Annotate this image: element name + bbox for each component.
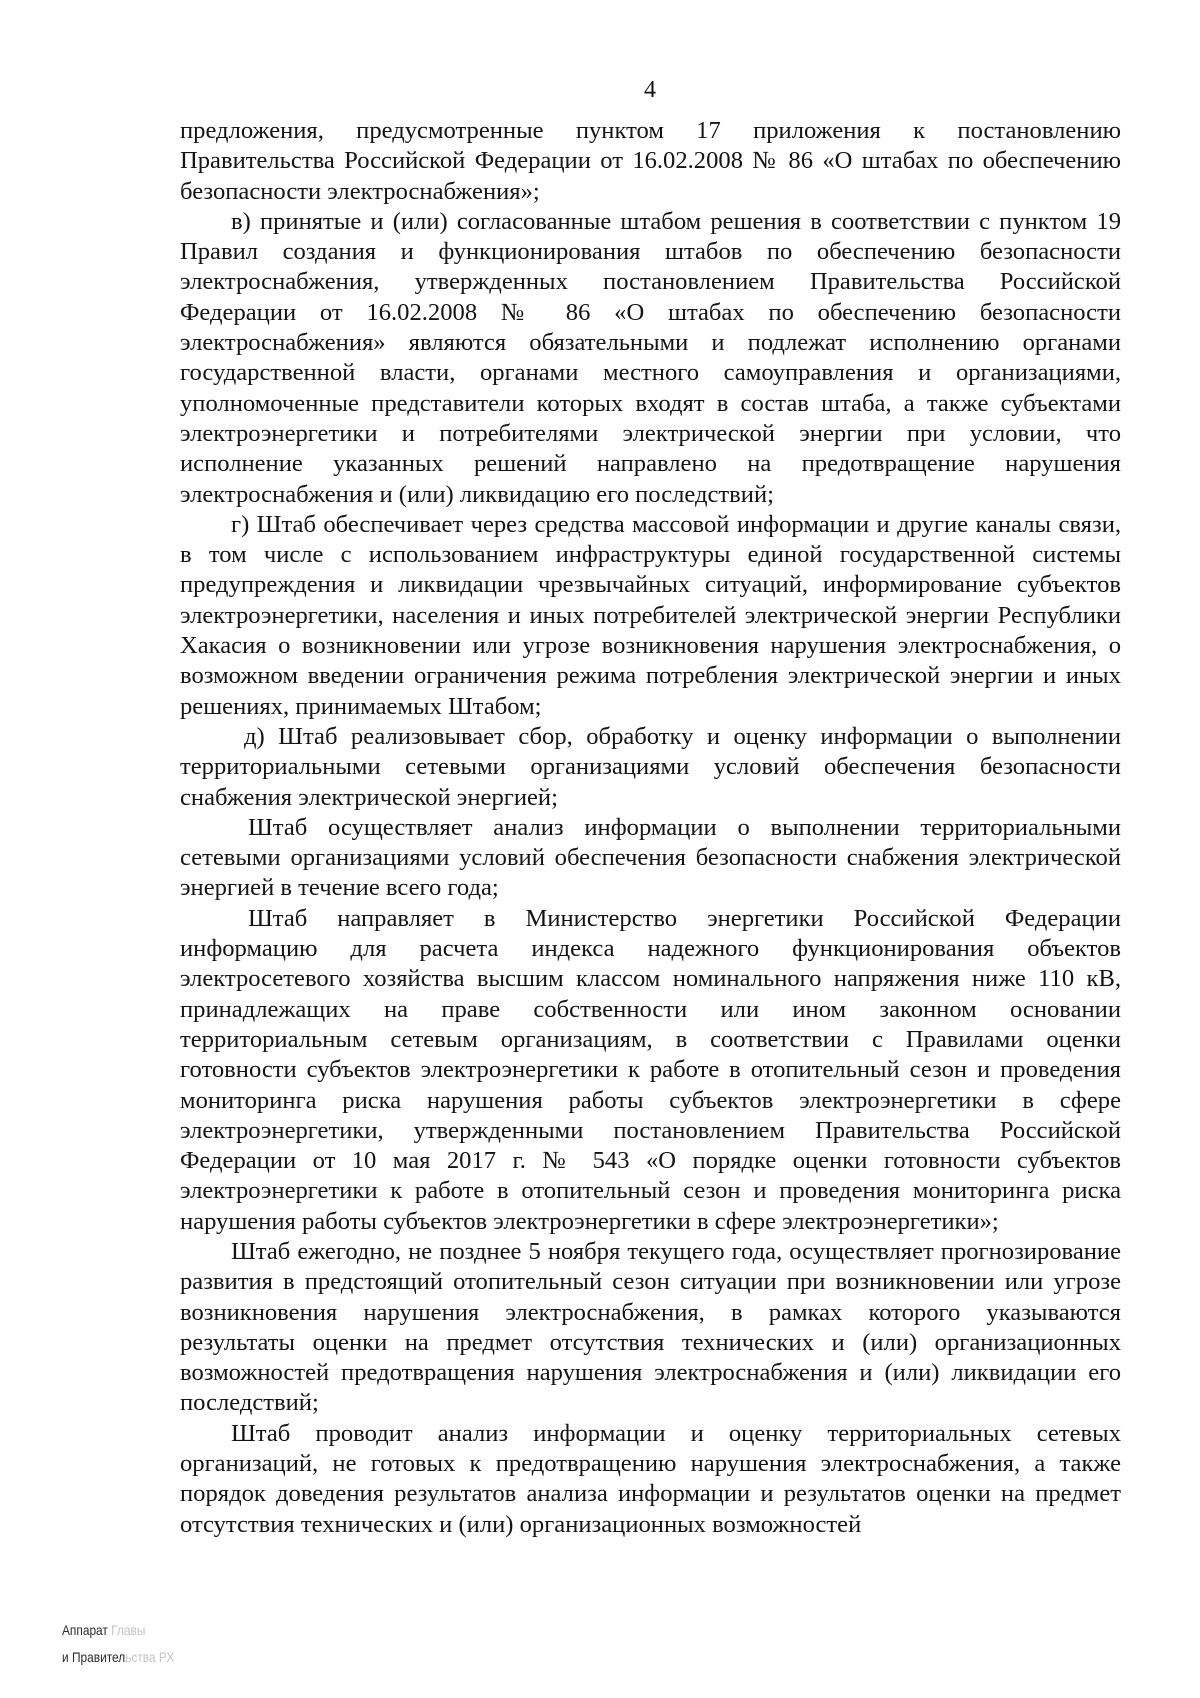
paragraph-continuation: предложения, предусмотренные пунктом 17 приложения к постановлению Правительства Российской Федерации от 16.02.2008 № 86 «О штабах по обеспечению безопасности электроснабжения»; xyxy=(180,117,1121,205)
paragraph-analysis: Штаб осуществляет анализ информации о выполнении территориальными сетевыми организациями условий обеспечения безопасности снабжения электрической энергией в течение всего года; xyxy=(180,813,1121,902)
footer-stamp xyxy=(62,1617,232,1671)
paragraph-item-d: д) Штаб реализовывает сбор, обработку и оценку информации о выполнении территориальными сетевыми организациями условий обеспечения безопасности снабжения электрической энергией; xyxy=(180,722,1121,811)
stamp-text-faded: ьства РХ xyxy=(125,1649,175,1665)
document-body xyxy=(180,116,1121,1540)
stamp-text: Аппарат xyxy=(62,1622,108,1638)
page-number: 4 xyxy=(644,77,656,103)
paragraph-assessment: Штаб проводит анализ информации и оценку территориальных сетевых организаций, не готовых к предотвращению нарушения электроснабжения, а также порядок доведения результатов анализа информации и результатов оценки на предмет отсутствия технических и (или) организационных возможностей xyxy=(180,1419,1121,1538)
paragraph-forecast: Штаб ежегодно, не позднее 5 ноября текущего года, осуществляет прогнозирование развития в предстоящий отопительный сезон ситуации при возникновении или угрозе возникновения нарушения электроснабжения, в рамках которого указываются результаты оценки на предмет отсутствия технических и (или) организационных возможностей предотвращения нарушения электроснабжения и (или) ликвидации его последствий; xyxy=(180,1237,1121,1417)
footer-stamp-line-2 xyxy=(62,1644,232,1671)
stamp-text: и Правител xyxy=(62,1649,126,1665)
footer-stamp-line-1 xyxy=(62,1617,232,1644)
paragraph-item-v: в) принятые и (или) согласованные штабом решения в соответствии с пунктом 19 Правил создания и функционирования штабов по обеспечению безопасности электроснабжения, утвержденных постановлением Правительства Российской Федерации от 16.02.2008 № 86 «О штабах по обеспечению безопасности электроснабжения» являются обязательными и подлежат исполнению органами государственной власти, органами местного самоуправления и организациями, уполномоченные представители которых входят в состав штаба, а также субъектами электроэнергетики и потребителями электрической энергии при условии, что исполнение указанных решений направлено на предотвращение нарушения электроснабжения и (или) ликвидацию его последствий; xyxy=(180,207,1121,508)
paragraph-item-g: г) Штаб обеспечивает через средства массовой информации и другие каналы связи, в том числе с использованием инфраструктуры единой государственной системы предупреждения и ликвидации чрезвычайных ситуаций, информирование субъектов электроэнергетики, населения и иных потребителей электрической энергии Республики Хакасия о возникновении или угрозе возникновения нарушения электроснабжения, о возможном введении ограничения режима потребления электрической энергии и иных решениях, принимаемых Штабом; xyxy=(180,510,1121,720)
paragraph-ministry-report: Штаб направляет в Министерство энергетики Российской Федерации информацию для расчета индекса надежного функционирования объектов электросетевого хозяйства высшим классом номинального напряжения ниже 110 кВ, принадлежащих на праве собственности или ином законном основании территориальным сетевым организациям, в соответствии с Правилами оценки готовности субъектов электроэнергетики к работе в отопительный сезон и проведения мониторинга риска нарушения работы субъектов электроэнергетики в сфере электроэнергетики, утвержденными постановлением Правительства Российской Федерации от 10 мая 2017 г. № 543 «О порядке оценки готовности субъектов электроэнергетики к работе в отопительный сезон и проведения мониторинга риска нарушения работы субъектов электроэнергетики в сфере электроэнергетики»; xyxy=(180,904,1121,1235)
stamp-text-faded: Главы xyxy=(111,1622,146,1638)
